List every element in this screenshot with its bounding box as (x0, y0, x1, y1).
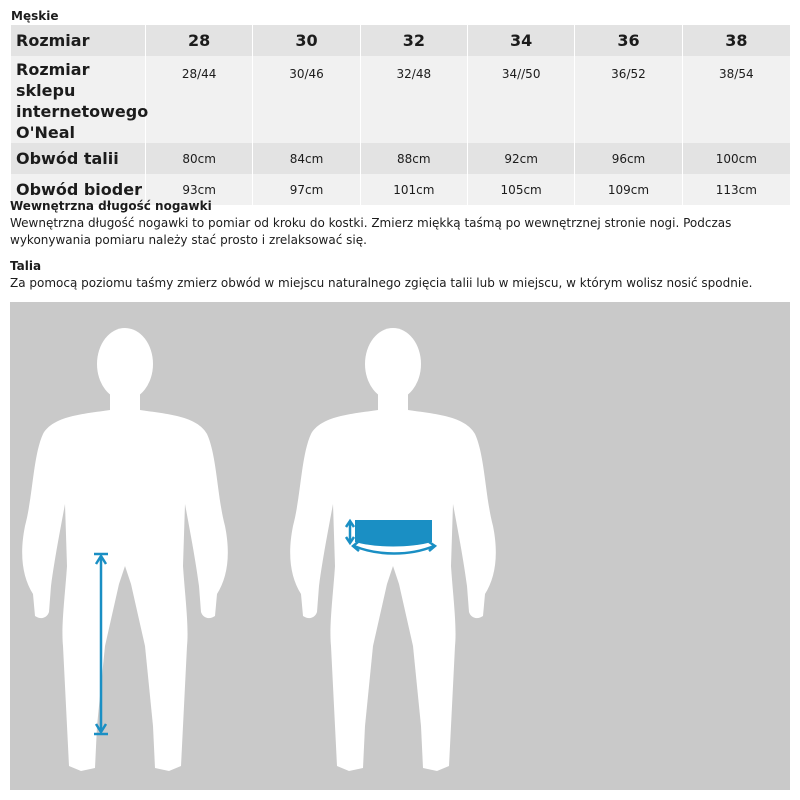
size-header-cell: 36 (575, 25, 682, 56)
measurement-illustration (10, 302, 790, 790)
table-cell: 80cm (146, 143, 253, 174)
table-cell: 97cm (253, 174, 360, 205)
table-cell: 30/46 (253, 56, 360, 143)
inseam-section (10, 198, 790, 249)
table-cell: 105cm (468, 174, 575, 205)
row-label: Obwód talii (11, 143, 146, 174)
size-header-cell: 34 (468, 25, 575, 56)
row-label: Rozmiar sklepu internetowego O'Neal (11, 56, 146, 143)
inseam-title: Wewnętrzna długość nogawki (10, 199, 212, 213)
figure-inseam (22, 328, 228, 771)
table-cell: 96cm (575, 143, 682, 174)
table-cell: 101cm (361, 174, 468, 205)
table-header-row (11, 25, 790, 56)
size-header-cell: 38 (683, 25, 790, 56)
table-cell: 84cm (253, 143, 360, 174)
table-cell: 88cm (361, 143, 468, 174)
table-row (11, 56, 790, 143)
table-cell: 34//50 (468, 56, 575, 143)
waist-section (10, 258, 790, 292)
table-cell: 28/44 (146, 56, 253, 143)
figure-waist-hips (290, 328, 496, 771)
table-cell: 93cm (146, 174, 253, 205)
size-chart-table (11, 25, 790, 205)
size-header-cell: 32 (361, 25, 468, 56)
table-cell: 100cm (683, 143, 790, 174)
table-cell: 113cm (683, 174, 790, 205)
table-cell: 109cm (575, 174, 682, 205)
size-header-cell: 28 (146, 25, 253, 56)
section-label: Męskie (11, 9, 59, 23)
table-row (11, 143, 790, 174)
table-cell: 92cm (468, 143, 575, 174)
waist-description: Za pomocą poziomu taśmy zmierz obwód w miejscu naturalnego zgięcia talii lub w miejscu, w którym wolisz nosić spodnie. (10, 276, 753, 290)
measurement-figures (10, 302, 790, 790)
waist-title: Talia (10, 259, 42, 273)
size-header-cell: 30 (253, 25, 360, 56)
header-label: Rozmiar (11, 25, 146, 56)
inseam-description: Wewnętrzna długość nogawki to pomiar od kroku do kostki. Zmierz miękką taśmą po wewnętrznej stronie nogi. Podczas wykonywania pomiaru należy stać prosto i zrelaksować się. (10, 216, 732, 247)
table-cell: 32/48 (361, 56, 468, 143)
table-cell: 38/54 (683, 56, 790, 143)
table-cell: 36/52 (575, 56, 682, 143)
row-label: Obwód bioder (11, 174, 146, 205)
